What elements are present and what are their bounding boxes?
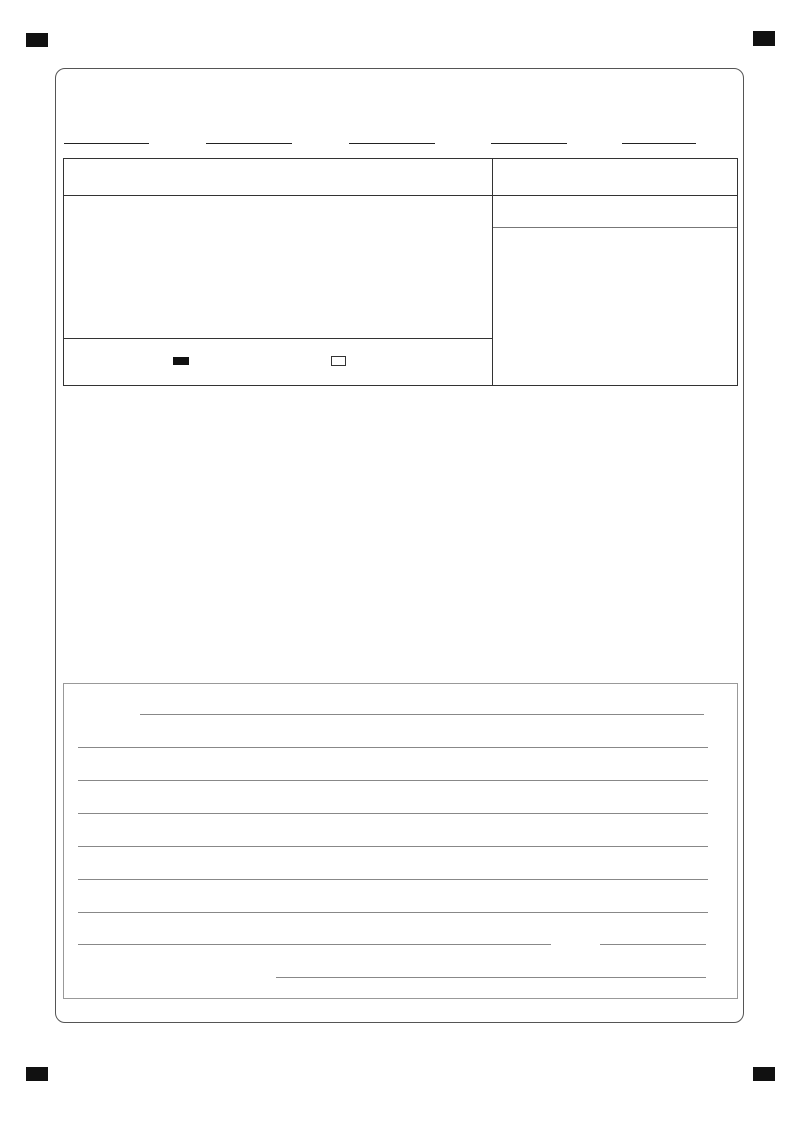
answer-line[interactable] [78, 813, 708, 814]
answer-line[interactable] [78, 780, 708, 781]
write-line[interactable] [64, 129, 149, 144]
write-line[interactable] [206, 129, 292, 144]
legend-divider [64, 338, 492, 339]
write-line[interactable] [349, 129, 435, 144]
answer-line[interactable] [78, 879, 708, 880]
answer-line[interactable] [78, 747, 708, 748]
id-write-row-divider [493, 227, 737, 228]
answer-line[interactable] [78, 846, 708, 847]
exam-number-field[interactable] [64, 128, 149, 144]
notice-heading [64, 159, 492, 196]
corner-mark-bottom-left [26, 1067, 48, 1081]
answer-line[interactable] [78, 944, 551, 945]
correct-fill-sample [173, 357, 189, 365]
student-info-row [64, 128, 736, 150]
corner-mark-bottom-right [753, 1067, 775, 1081]
school-field[interactable] [349, 128, 435, 144]
exam-id-heading [493, 159, 737, 196]
write-line[interactable] [622, 129, 696, 144]
seat-number-field[interactable] [622, 128, 696, 144]
name-field[interactable] [206, 128, 292, 144]
essay-answer-box[interactable] [63, 683, 738, 999]
absent-mark-checkbox[interactable] [331, 356, 346, 366]
answer-line[interactable] [600, 944, 706, 945]
notice-box [63, 158, 493, 386]
answer-line[interactable] [78, 912, 708, 913]
corner-mark-top-right [753, 31, 775, 46]
class-field[interactable] [491, 128, 567, 144]
corner-mark-top-left [26, 33, 48, 47]
write-line[interactable] [491, 129, 567, 144]
answer-line[interactable] [276, 977, 706, 978]
answer-line[interactable] [140, 714, 704, 715]
exam-id-box [492, 158, 738, 386]
